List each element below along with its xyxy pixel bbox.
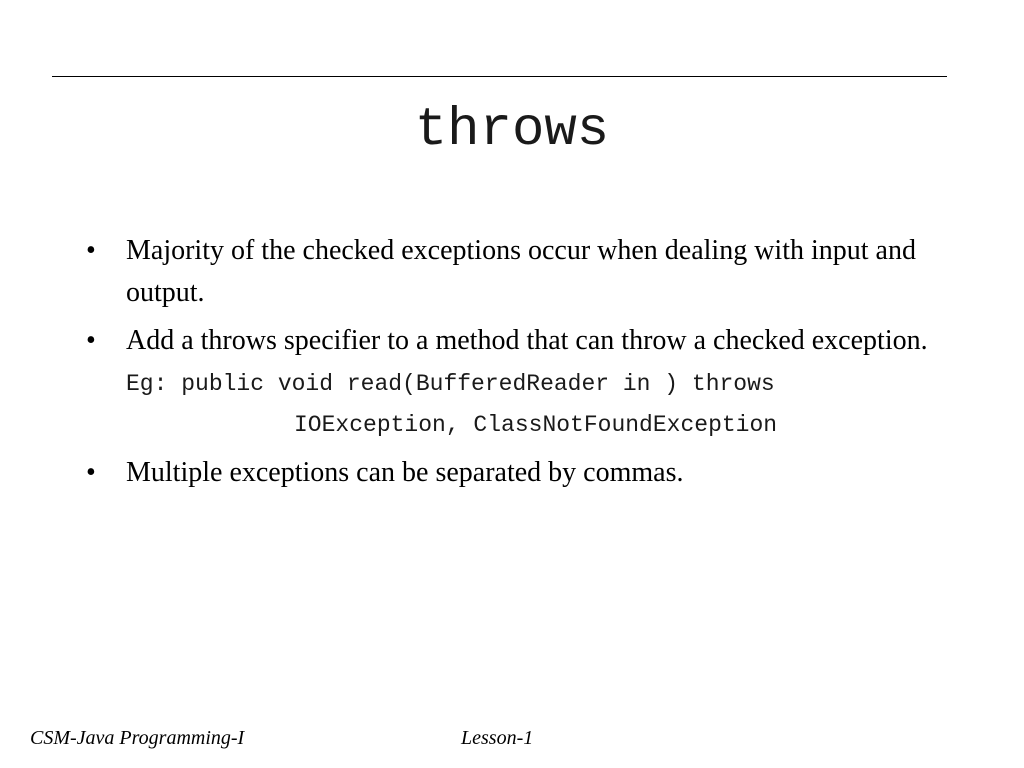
bullet-text: Add a throws specifier to a method that can throw a checked exception. bbox=[126, 325, 928, 356]
footer-lesson: Lesson-1 bbox=[461, 727, 534, 749]
bullet-text: Majority of the checked exceptions occur when dealing with input and output. bbox=[126, 235, 916, 308]
code-example-line: Eg: public void read(BufferedReader in ) throws bbox=[126, 371, 775, 397]
code-example-line: IOException, ClassNotFoundException bbox=[294, 412, 778, 438]
header-divider bbox=[52, 76, 947, 77]
bullet-marker: • bbox=[86, 457, 96, 488]
footer-course: CSM-Java Programming-I bbox=[30, 727, 245, 749]
slide-title: throws bbox=[414, 100, 610, 161]
bullet-text: Multiple exceptions can be separated by commas. bbox=[126, 457, 684, 488]
bullet-item bbox=[86, 320, 946, 446]
bullet-marker: • bbox=[86, 235, 96, 266]
bullet-item bbox=[86, 230, 946, 314]
bullet-marker: • bbox=[86, 325, 96, 356]
bullet-item bbox=[86, 452, 946, 494]
bullet-list bbox=[86, 230, 946, 494]
